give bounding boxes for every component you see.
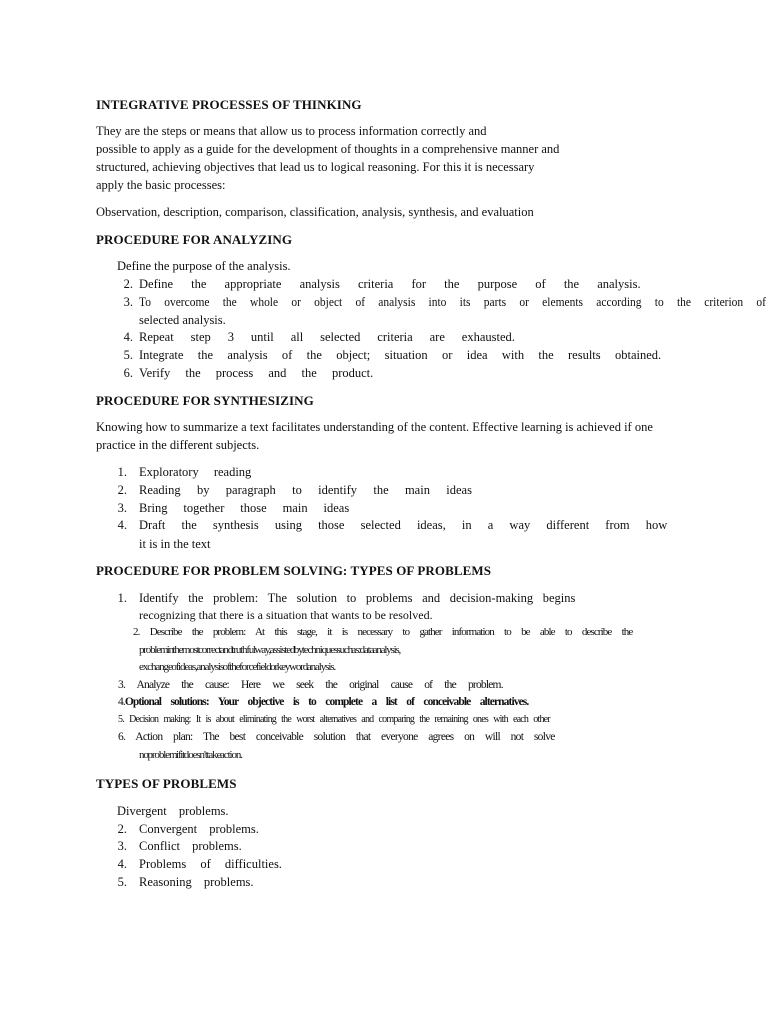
list-item — [117, 259, 345, 274]
list-number: 4. — [118, 696, 125, 708]
list-item-text: Bring together those main ideas — [139, 501, 350, 515]
list-number: 3. — [117, 501, 127, 515]
list-item-continuation: selected analysis. — [139, 313, 226, 327]
list-number: 5. — [123, 348, 133, 362]
list-number: 4. — [117, 518, 127, 532]
list-number: 2. — [123, 277, 133, 291]
list-number: 3. — [123, 295, 133, 309]
processes-line: Observation, description, comparison, classification, analysis, synthesis, and evaluation — [96, 205, 534, 219]
list-item-text: Repeat step 3 until all selected criteria are exhausted. — [139, 330, 515, 344]
list-item-continuation: no problem if it doesn't take action. — [139, 749, 242, 761]
paragraph-line: apply the basic processes: — [96, 178, 226, 192]
list-item-text — [118, 714, 550, 725]
heading-integrative: INTEGRATIVE PROCESSES OF THINKING — [96, 97, 362, 112]
list-item-continuation: problem in the most correct and truthful way, assisted by techniques such as: data analysis, — [139, 644, 401, 656]
list-number: 1. — [117, 591, 127, 605]
list-number: 3. — [118, 679, 126, 691]
list-item-text: Convergent problems. — [139, 822, 259, 836]
list-item-text: Define the appropriate analysis criteria for the purpose of the analysis. — [139, 277, 641, 291]
list-item-text — [133, 626, 632, 638]
heading-problem-solving: PROCEDURE FOR PROBLEM SOLVING: TYPES OF PROBLEMS — [96, 563, 492, 578]
list-item-text — [118, 696, 528, 708]
list-item-text: Reading by paragraph to identify the main ideas — [139, 483, 472, 497]
paragraph-line: structured, achieving objectives that lead us to logical reasoning. For this it is necessary — [96, 160, 535, 174]
list-number: 2. — [117, 822, 127, 836]
list-number: 3. — [117, 839, 127, 853]
list-item-body: Action plan: The best conceivable solution that everyone agrees on will not solve — [135, 731, 555, 743]
list-number: 2. — [117, 483, 127, 497]
list-item-text: Draft the synthesis using those selected ideas, in a way different from how — [139, 518, 668, 532]
list-item-text — [118, 731, 555, 743]
list-number: 5. — [118, 714, 124, 725]
list-number: 5. — [117, 875, 127, 889]
paragraph-line: Knowing how to summarize a text facilitates understanding of the content. Effective learning is achieved if one — [96, 420, 653, 434]
list-item-body: Optional solutions: Your objective is to complete a list of conceivable alternatives. — [124, 696, 529, 708]
list-item-text: Conflict problems. — [139, 839, 242, 853]
list-item-text: Identify the problem: The solution to problems and decision-making begins — [139, 591, 576, 605]
list-item-body: Describe the problem: At this stage, it is necessary to gather information to be able to describe the — [149, 626, 633, 638]
list-item-text: Verify the process and the product. — [139, 366, 374, 380]
list-number: 6. — [123, 366, 133, 380]
list-number: 1. — [117, 465, 127, 479]
heading-types: TYPES OF PROBLEMS — [96, 776, 237, 791]
list-number: 4. — [123, 330, 133, 344]
heading-analyzing: PROCEDURE FOR ANALYZING — [96, 232, 293, 247]
list-item-body: Analyze the cause: Here we seek the original cause of the problem. — [136, 679, 503, 691]
list-number: 4. — [117, 857, 127, 871]
list-item-continuation: exchange of ideas, analysis of the force field or key word analysis. — [139, 661, 336, 673]
list-number: 6. — [118, 731, 126, 743]
list-item-text: To overcome the whole or object of analysis into its parts or elements according to the criterion of — [139, 295, 766, 309]
list-item-text: Divergent problems. — [117, 804, 229, 818]
list-number: 2. — [133, 626, 140, 638]
list-item-body: Decision making: It is about eliminating the worst alternatives and comparing the remaining ones with each other — [129, 714, 550, 725]
list-item-text: Reasoning problems. — [139, 875, 254, 889]
paragraph-line: possible to apply as a guide for the development of thoughts in a comprehensive manner and — [96, 142, 560, 156]
heading-synthesizing: PROCEDURE FOR SYNTHESIZING — [96, 393, 314, 408]
list-item-continuation: recognizing that there is a situation that wants to be resolved. — [139, 608, 433, 622]
list-item-text: Problems of difficulties. — [139, 857, 282, 871]
list-item-text: Define the purpose of the analysis. — [117, 259, 291, 273]
list-item-continuation: it is in the text — [139, 537, 211, 551]
list-item-text: Exploratory reading — [139, 465, 252, 479]
list-item-text — [118, 679, 503, 691]
list-item-text: Integrate the analysis of the object; situation or idea with the results obtained. — [139, 348, 662, 362]
paragraph-line: They are the steps or means that allow us to process information correctly and — [96, 124, 487, 138]
paragraph-line: practice in the different subjects. — [96, 438, 260, 452]
